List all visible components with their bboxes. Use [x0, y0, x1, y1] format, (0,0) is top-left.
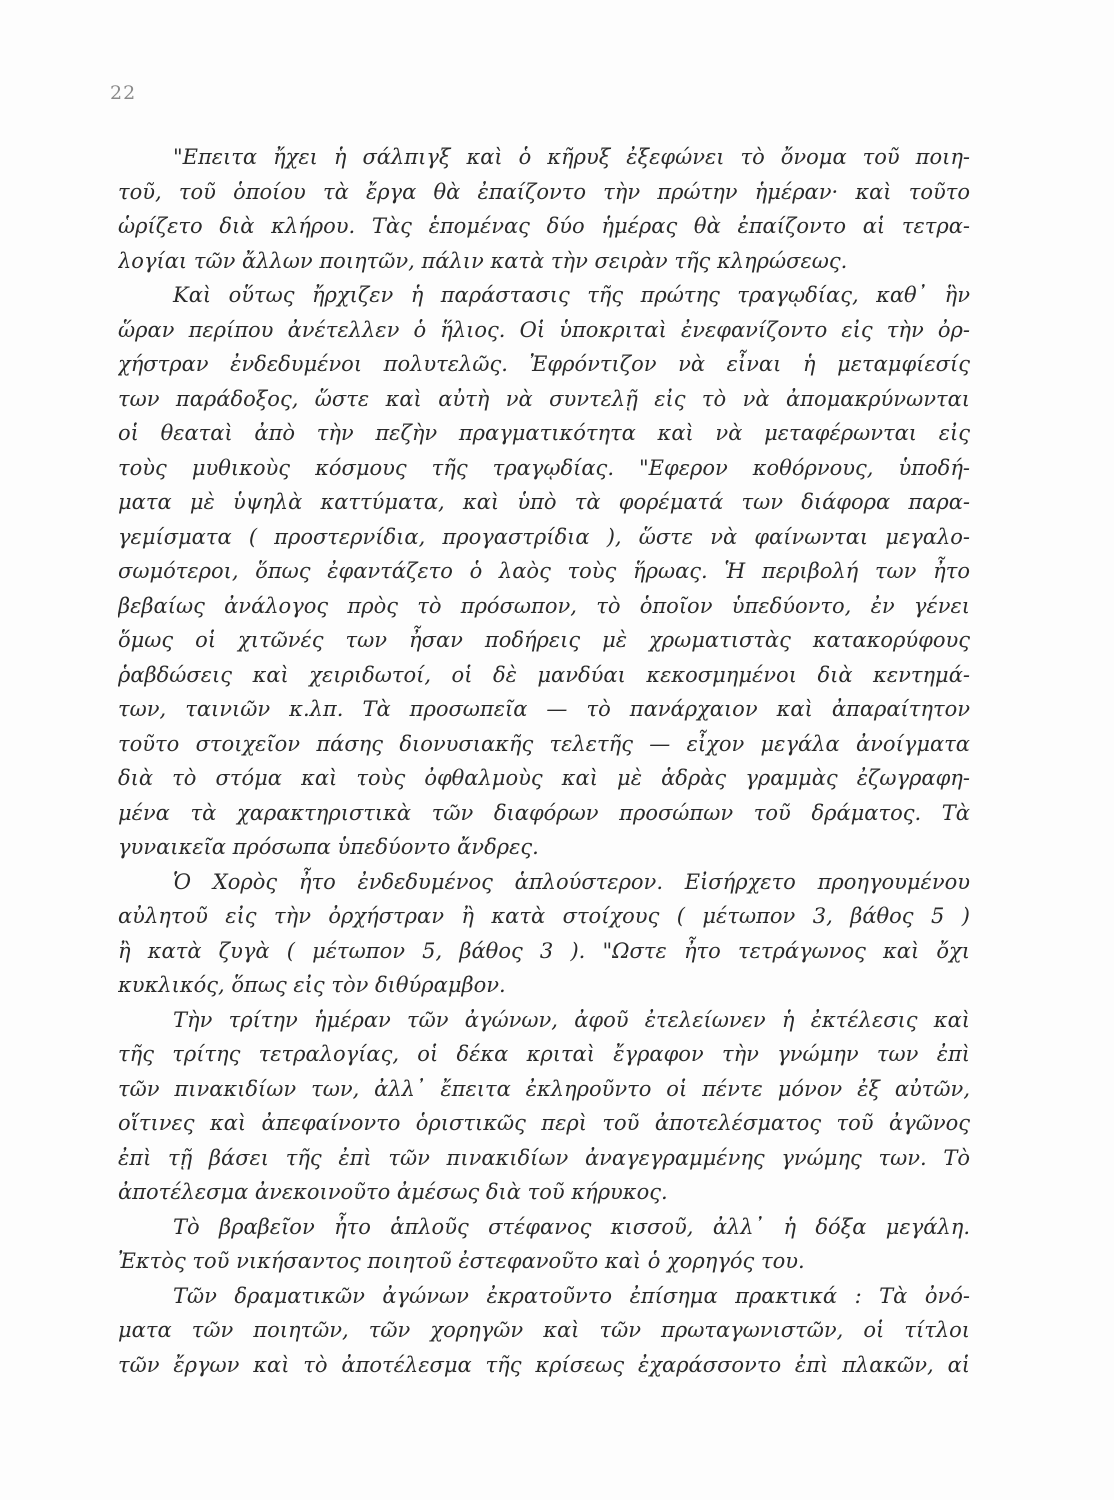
text-line: σωμότεροι, ὅπως ἐφαντάζετο ὁ λαὸς τοὺς ἥρωας. Ἡ περιβολή των ἦτο [118, 559, 970, 583]
text-line: Ἐκτὸς τοῦ νικήσαντος ποιητοῦ ἐστεφανοῦτο καὶ ὁ χορηγός του. [118, 1249, 805, 1273]
text-line: ἀποτέλεσμα ἀνεκοινοῦτο ἀμέσως διὰ τοῦ κήρυκος. [118, 1180, 668, 1204]
page-number: 22 [110, 82, 137, 104]
text-line: Τὴν τρίτην ἡμέραν τῶν ἀγώνων, ἀφοῦ ἐτελείωνεν ἡ ἐκτέλεσις καὶ [173, 1007, 970, 1032]
text-line: αὐλητοῦ εἰς τὴν ὀρχήστραν ἢ κατὰ στοίχους ( μέτωπον 3, βάθος 5 ) [118, 904, 970, 928]
text-line: Τὸ βραβεῖον ἦτο ἁπλοῦς στέφανος κισσοῦ, ἀλλ᾽ ἡ δόξα μεγάλη. [173, 1214, 970, 1239]
text-line: κυκλικός, ὅπως εἰς τὸν διθύραμβον. [118, 973, 506, 997]
text-line: τοῦτο στοιχεῖον πάσης διονυσιακῆς τελετῆς — εἶχον μεγάλα ἀνοίγματα [118, 731, 970, 756]
text-line: διὰ τὸ στόμα καὶ τοὺς ὀφθαλμοὺς καὶ μὲ ἁδρὰς γραμμὰς ἐζωγραφη- [118, 766, 970, 790]
text-line: ῥαβδώσεις καὶ χειριδωτοί, οἱ δὲ μανδύαι κεκοσμημένοι διὰ κεντημά- [118, 662, 970, 687]
text-line: οἱ θεαταὶ ἀπὸ τὴν πεζὴν πραγματικότητα καὶ νὰ μεταφέρωνται εἰς [118, 421, 970, 445]
text-line: ματα μὲ ὑψηλὰ καττύματα, καὶ ὑπὸ τὰ φορέματά των διάφορα παρα- [118, 490, 970, 514]
text-line: ὡρίζετο διὰ κλήρου. Τὰς ἑπομένας δύο ἡμέρας θὰ ἐπαίζοντο αἱ τετρα- [118, 214, 970, 238]
text-line: ἢ κατὰ ζυγὰ ( μέτωπον 5, βάθος 3 ). "Ωστε ἦτο τετράγωνος καὶ ὄχι [118, 938, 970, 963]
text-line: τῶν ἔργων καὶ τὸ ἀποτέλεσμα τῆς κρίσεως ἐχαράσσοντο ἐπὶ πλακῶν, αἱ [118, 1352, 970, 1377]
text-line: μένα τὰ χαρακτηριστικὰ τῶν διαφόρων προσώπων τοῦ δράματος. Τὰ [118, 800, 970, 825]
text-line: "Επειτα ἤχει ἡ σάλπιγξ καὶ ὁ κῆρυξ ἐξεφώνει τὸ ὄνομα τοῦ ποιη- [173, 145, 970, 169]
text-line: τοῦ, τοῦ ὁποίου τὰ ἔργα θὰ ἐπαίζοντο τὴν πρώτην ἡμέραν· καὶ τοῦτο [118, 179, 970, 204]
text-line: ἐπὶ τῇ βάσει τῆς ἐπὶ τῶν πινακιδίων ἀναγεγραμμένης γνώμης των. Τὸ [118, 1145, 970, 1170]
text-line: χήστραν ἐνδεδυμένοι πολυτελῶς. Ἐφρόντιζον νὰ εἶναι ἡ μεταμφίεσίς [118, 352, 970, 376]
text-line: Καὶ οὕτως ἤρχιζεν ἡ παράστασις τῆς πρώτης τραγῳδίας, καθ᾽ ἣν [173, 283, 970, 307]
text-line: ὅμως οἱ χιτῶνές των ἦσαν ποδήρεις μὲ χρωματιστὰς κατακορύφους [118, 628, 970, 652]
text-line: τοὺς μυθικοὺς κόσμους τῆς τραγῳδίας. "Εφερον κοθόρνους, ὑποδή- [118, 455, 970, 480]
text-line: τῆς τρίτης τετραλογίας, οἱ δέκα κριταὶ ἔγραφον τὴν γνώμην των ἐπὶ [118, 1042, 970, 1066]
text-line: των, ταινιῶν κ.λπ. Τὰ προσωπεῖα — τὸ πανάρχαιον καὶ ἀπαραίτητον [118, 697, 970, 721]
text-line: λογίαι τῶν ἄλλων ποιητῶν, πάλιν κατὰ τὴν σειρὰν τῆς κληρώσεως. [118, 248, 848, 273]
text-line: τῶν πινακιδίων των, ἀλλ᾽ ἔπειτα ἐκληροῦντο οἱ πέντε μόνον ἐξ αὐτῶν, [118, 1076, 970, 1101]
text-line: Ὁ Χορὸς ἦτο ἐνδεδυμένος ἁπλούστερον. Εἰσήρχετο προηγουμένου [173, 869, 970, 894]
text-line: ματα τῶν ποιητῶν, τῶν χορηγῶν καὶ τῶν πρωταγωνιστῶν, οἱ τίτλοι [118, 1318, 970, 1342]
body-text [118, 140, 970, 1382]
text-line: βεβαίως ἀνάλογος πρὸς τὸ πρόσωπον, τὸ ὁποῖον ὑπεδύοντο, ἐν γένει [118, 593, 970, 618]
text-line: γυναικεῖα πρόσωπα ὑπεδύοντο ἄνδρες. [118, 835, 539, 859]
text-line: Τῶν δραματικῶν ἀγώνων ἐκρατοῦντο ἐπίσημα πρακτικά : Τὰ ὀνό- [173, 1283, 970, 1308]
text-line: ὥραν περίπου ἀνέτελλεν ὁ ἥλιος. Οἱ ὑποκριταὶ ἐνεφανίζοντο εἰς τὴν ὀρ- [118, 317, 970, 342]
text-line: οἵτινες καὶ ἀπεφαίνοντο ὁριστικῶς περὶ τοῦ ἀποτελέσματος τοῦ ἀγῶνος [118, 1111, 970, 1135]
text-line: των παράδοξος, ὥστε καὶ αὐτὴ νὰ συντελῇ εἰς τὸ νὰ ἀπομακρύνωνται [118, 386, 970, 411]
text-line: γεμίσματα ( προστερνίδια, προγαστρίδια ), ὥστε νὰ φαίνωνται μεγαλο- [118, 524, 970, 549]
